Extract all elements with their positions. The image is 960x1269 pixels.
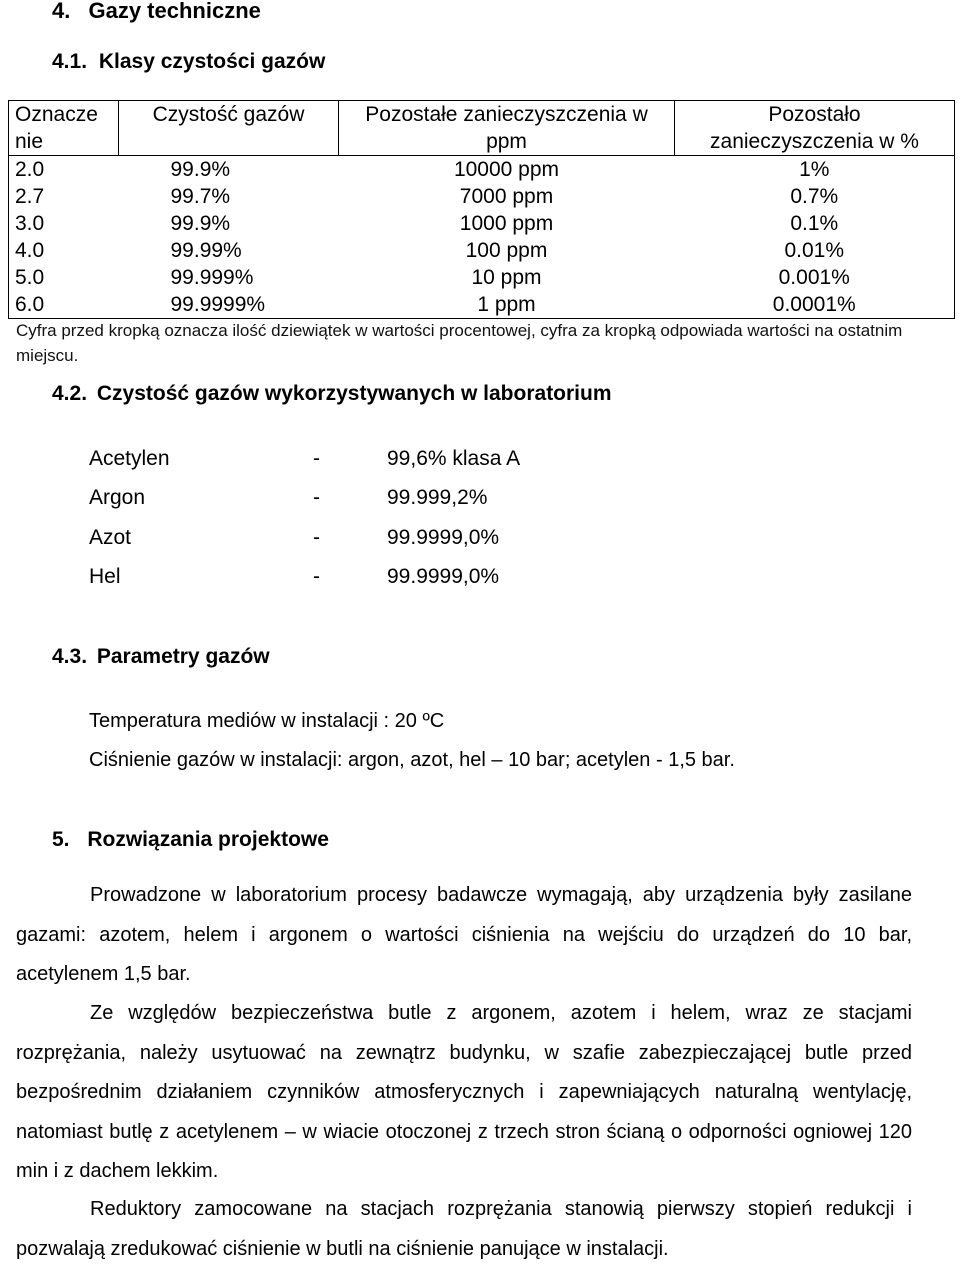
- section-5-heading: [52, 828, 329, 852]
- section-4-2-title: Czystość gazów wykorzystywanych w laboratorium: [96, 382, 612, 405]
- gas-row-nitrogen: [0, 526, 960, 552]
- section-4-1-heading: [52, 50, 325, 74]
- cell-ppm: 10 ppm: [471, 266, 542, 289]
- cell-purity: 99.9999%: [119, 291, 339, 319]
- gas-dash: -: [313, 447, 320, 470]
- section-5-title: Rozwiązania projektowe: [87, 828, 329, 851]
- cell-percent: 0.001%: [675, 264, 955, 291]
- operating-temperature: Temperatura mediów w instalacji : 20 ºC: [89, 710, 445, 732]
- gas-name: Acetylen: [89, 447, 170, 470]
- cell-code: 6.0: [9, 291, 119, 319]
- section-4-number: 4.: [52, 0, 71, 23]
- cell-percent: 1%: [675, 156, 955, 184]
- header-purity-text: Czystość gazów: [152, 103, 305, 126]
- gas-purity: 99.9999,0%: [387, 565, 500, 588]
- paragraph-2: Ze względów bezpieczeństwa butle z argonem, azotem i helem, wraz ze stacjami rozprężania, należy usytuować na zewnątrz budynku, w szafie zabezpieczającej butle przed bezpośrednim działaniem czynników atmosferycznych i zapewniających naturalną wentylację, natomiast butlę z acetylenem – w wiacie otoczonej z trzech stron ścianą o odporności ogniowej 120 min i z dachem lekkim.: [16, 1002, 912, 1182]
- header-designation-line1: Oznacze: [15, 103, 98, 126]
- table-note: Cyfra przed kropką oznacza ilość dziewiątek w wartości procentowej, cyfra za kropką odpowiada wartości na ostatnim miejscu.: [16, 321, 903, 365]
- header-purity: [119, 101, 339, 156]
- gas-dash: -: [313, 526, 320, 549]
- cell-purity: 99.99%: [170, 239, 242, 262]
- table-row: [9, 237, 955, 264]
- section-4-heading: [52, 0, 261, 24]
- cell-code: 2.0: [9, 156, 119, 184]
- gas-name: Argon: [89, 486, 146, 509]
- header-percent-line1: Pozostało: [768, 103, 861, 126]
- header-designation-line2: nie: [15, 130, 44, 153]
- cell-purity: 99.999%: [170, 266, 254, 289]
- table-row: [9, 156, 955, 184]
- cell-percent: 0.0001%: [675, 291, 955, 319]
- header-impurities-percent: [675, 101, 955, 156]
- cell-ppm: 100 ppm: [465, 239, 548, 262]
- gas-purity: 99,6% klasa A: [387, 447, 521, 470]
- table-header-row: [9, 101, 955, 156]
- cell-purity: 99.9%: [170, 158, 231, 181]
- cell-ppm: 10000 ppm: [453, 158, 560, 181]
- section-5-number: 5.: [52, 828, 70, 851]
- cell-percent: 0.7%: [675, 183, 955, 210]
- gas-dash: -: [313, 565, 320, 588]
- cell-code: 5.0: [9, 264, 119, 291]
- operating-pressure: Ciśnienie gazów w instalacji: argon, azot, hel – 10 bar; acetylen - 1,5 bar.: [89, 749, 735, 771]
- table-row: [9, 210, 955, 237]
- table-row: [9, 264, 955, 291]
- table-row: [9, 291, 955, 319]
- cell-purity: 99.7%: [170, 185, 231, 208]
- section-4-1-title: Klasy czystości gazów: [98, 50, 326, 73]
- table-row: [9, 183, 955, 210]
- gas-purity: 99.999,2%: [387, 486, 488, 509]
- cell-ppm: 1000 ppm: [459, 212, 554, 235]
- gas-name: Azot: [89, 526, 132, 549]
- section-4-3-number: 4.3.: [52, 645, 88, 668]
- section-4-2-heading: [52, 382, 612, 406]
- header-ppm-line1: Pozostałe zanieczyszczenia w: [365, 103, 648, 126]
- section-4-1-number: 4.1.: [52, 50, 88, 73]
- gas-row-helium: [0, 565, 960, 591]
- cell-code: 4.0: [9, 237, 119, 264]
- cell-ppm: 1 ppm: [339, 291, 675, 319]
- gas-row-acetylene: [0, 447, 960, 473]
- header-designation: [9, 101, 119, 156]
- header-percent-line2: zanieczyszczenia w %: [710, 130, 919, 153]
- section-4-2-number: 4.2.: [52, 382, 88, 405]
- section-4-3-heading: [52, 645, 270, 669]
- gas-row-argon: [0, 486, 960, 512]
- gas-purity: 99.9999,0%: [387, 526, 500, 549]
- header-impurities-ppm: [339, 101, 675, 156]
- cell-code: 2.7: [9, 183, 119, 210]
- cell-percent: 0.1%: [675, 210, 955, 237]
- header-ppm-line2: ppm: [486, 130, 527, 153]
- gas-name: Hel: [89, 565, 121, 588]
- purity-classes-table: [8, 100, 955, 319]
- cell-percent: 0.01%: [675, 237, 955, 264]
- cell-code: 3.0: [9, 210, 119, 237]
- gas-dash: -: [313, 486, 320, 509]
- paragraph-1: Prowadzone w laboratorium procesy badawcze wymagają, aby urządzenia były zasilane gazami: azotem, helem i argonem o wartości ciśnienia na wejściu do urządzeń do 10 bar, acetylenem 1,5 bar.: [16, 884, 912, 985]
- paragraph-3: Reduktory zamocowane na stacjach rozprężania stanowią pierwszy stopień redukcji i pozwalają zredukować ciśnienie w butli na ciśnienie panujące w instalacji.: [16, 1198, 912, 1260]
- section-4-title: Gazy techniczne: [88, 0, 261, 23]
- section-4-3-title: Parametry gazów: [96, 645, 270, 668]
- cell-ppm: 7000 ppm: [459, 185, 554, 208]
- cell-purity: 99.9%: [170, 212, 231, 235]
